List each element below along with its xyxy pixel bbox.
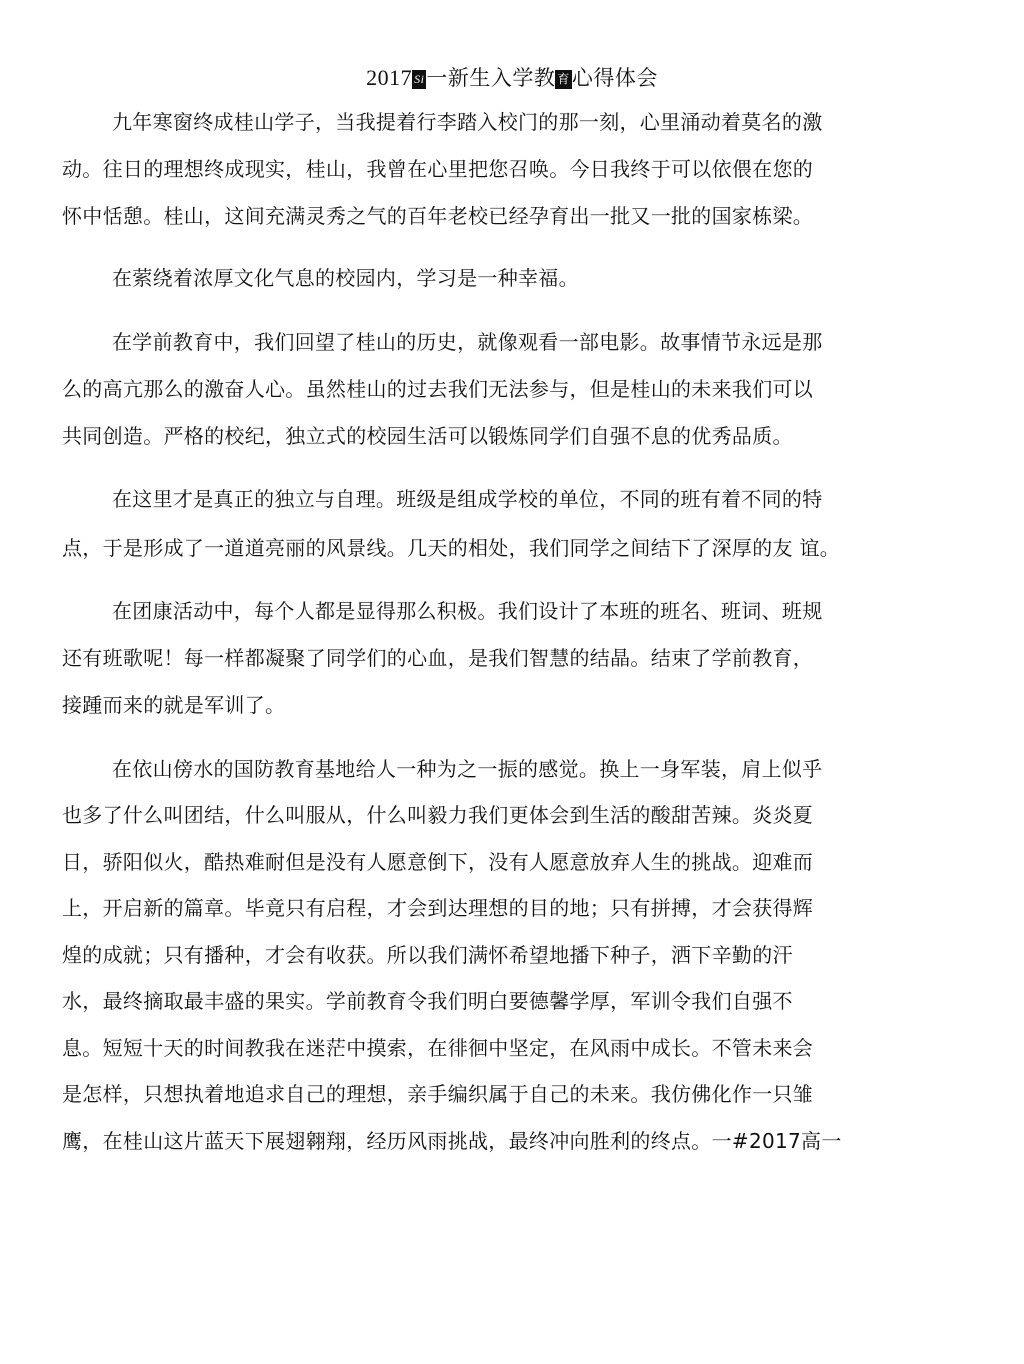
paragraph-line: 动。往日的理想终成现实，桂山，我曾在心里把您召唤。今日我终于可以依偎在您的 [62,157,814,181]
paragraph-line: 日，骄阳似火，酷热难耐但是没有人愿意倒下，没有人愿意放弃人生的挑战。迎难而 [62,850,814,874]
paragraph-line: 是怎样，只想执着地追求自己的理想，亲手编织属于自己的未来。我仿佛化作一只雏 [62,1082,814,1106]
paragraph-line: 上，开启新的篇章。毕竟只有启程，才会到达理想的目的地；只有拼搏，才会获得辉 [62,896,814,920]
paragraph-line: 煌的成就；只有播种，才会有收获。所以我们满怀希望地播下种子，洒下辛勤的汗 [62,943,793,967]
paragraph-line: 在学前教育中，我们回望了桂山的历史，就像观看一部电影。故事情节永远是那 [112,330,823,354]
paragraph-line: 在萦绕着浓厚文化气息的校园内，学习是一种幸福。 [112,266,579,290]
paragraph-line: 九年寒窗终成桂山学子，当我提着行李踏入校门的那一刻，心里涌动着莫名的激 [112,110,823,134]
title-text-end: 心得体会 [571,66,658,90]
document-title [0,62,1024,94]
title-text: 一新生入学教 [426,66,556,90]
paragraph-line: 息。短短十天的时间教我在迷茫中摸索，在徘徊中坚定，在风雨中成长。不管未来会 [62,1036,814,1060]
title-year: 2017 [366,65,413,90]
paragraph-line: 还有班歌呢！每一样都凝聚了同学们的心血，是我们智慧的结晶。结束了学前教育， [62,646,814,670]
paragraph-line: 点，于是形成了一道道亮丽的风景线。几天的相处，我们同学之间结下了深厚的友 谊。 [62,536,841,560]
paragraph-line: 共同创造。严格的校纪，独立式的校园生活可以锻炼同学们自强不息的优秀品质。 [62,424,793,448]
paragraph-line: 在依山傍水的国防教育基地给人一种为之一振的感觉。换上一身军装，肩上似乎 [112,757,823,781]
paragraph-line: 在这里才是真正的独立与自理。班级是组成学校的单位，不同的班有着不同的特 [112,487,823,511]
paragraph-line: 么的高亢那么的激奋人心。虽然桂山的过去我们无法参与，但是桂山的未来我们可以 [62,377,814,401]
title-redaction-mark: Si [412,70,426,89]
paragraph-line: 水，最终摘取最丰盛的果实。学前教育令我们明白要德馨学厚，军训令我们自强不 [62,989,793,1013]
paragraph-line: 接踵而来的就是军训了。 [62,693,286,717]
paragraph-line: 也多了什么叫团结，什么叫服从，什么叫毅力我们更体会到生活的酸甜苦辣。炎炎夏 [62,803,814,827]
title-redaction-mark-2: 育 [555,70,572,89]
paragraph-line: 鹰，在桂山这片蓝天下展翅翱翔，经历风雨挑战，最终冲向胜利的终点。一#2017高一 [62,1129,842,1153]
paragraph-line: 在团康活动中，每个人都是显得那么积极。我们设计了本班的班名、班词、班规 [112,599,823,623]
paragraph-line: 怀中恬憩。桂山，这间充满灵秀之气的百年老校已经孕育出一批又一批的国家栋梁。 [62,204,814,228]
